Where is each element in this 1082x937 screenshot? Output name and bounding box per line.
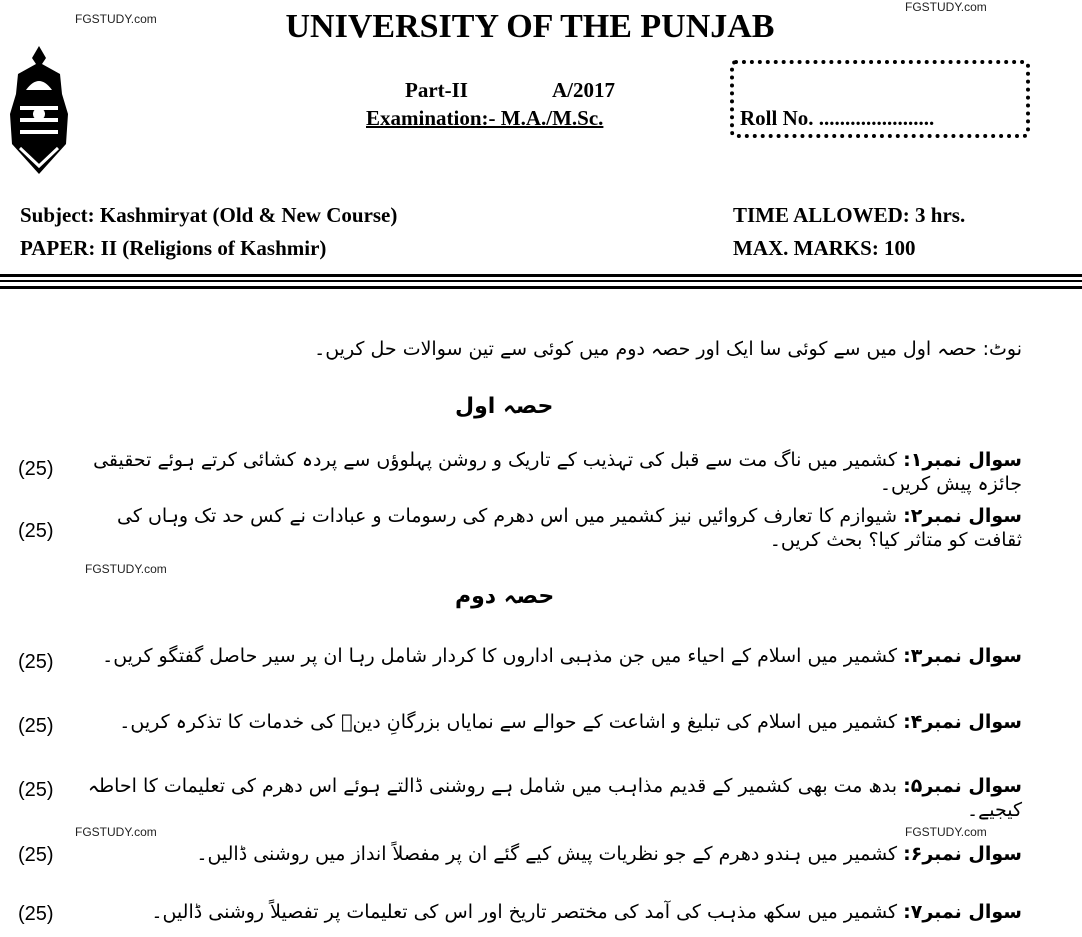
- divider: [0, 274, 1082, 277]
- question-marks: (25): [18, 715, 54, 737]
- question-text: شیوازم کا تعارف کروائیں نیز کشمیر میں اس دھرم کی رسومات و عبادات نے کس حد تک وہاں کی ثقافت کو متاثر کیا؟ بحث کریں۔: [117, 505, 1022, 551]
- question-marks: (25): [18, 844, 54, 866]
- question-4: [78, 710, 1022, 734]
- question-text: کشمیر میں سکھ مذہب کی آمد کی مختصر تاریخ اور اس کی تعلیمات پر تفصیلاً روشنی ڈالیں۔: [151, 901, 898, 923]
- watermark: FGSTUDY.com: [75, 825, 157, 839]
- instructions-note: نوٹ: حصہ اول میں سے کوئی سا ایک اور حصہ دوم میں کوئی سے تین سوالات حل کریں۔: [314, 338, 1022, 360]
- roll-number-field: Roll No. ......................: [740, 106, 935, 130]
- question-text: کشمیر میں ہندو دھرم کے جو نظریات پیش کیے گئے ان پر مفصلاً انداز میں روشنی ڈالیں۔: [196, 843, 898, 865]
- roll-number-box[interactable]: [730, 60, 1030, 138]
- question-marks: (25): [18, 779, 54, 801]
- question-label: سوال نمبر۴:: [903, 711, 1022, 733]
- question-3: [78, 644, 1022, 668]
- question-label: سوال نمبر۵:: [903, 775, 1022, 797]
- university-crest-logo: [6, 44, 72, 178]
- part-label: Part-II: [405, 78, 468, 102]
- question-label: سوال نمبر۷:: [903, 901, 1022, 923]
- question-1: [78, 448, 1022, 496]
- question-marks: (25): [18, 458, 54, 480]
- question-7: [78, 900, 1022, 924]
- question-5: [78, 774, 1022, 822]
- paper-label: PAPER: II (Religions of Kashmir): [20, 236, 327, 260]
- watermark: FGSTUDY.com: [85, 562, 167, 576]
- question-2: [78, 504, 1022, 552]
- divider: [0, 286, 1082, 289]
- max-marks-label: MAX. MARKS: 100: [733, 236, 916, 260]
- watermark: FGSTUDY.com: [905, 825, 987, 839]
- session-label: A/2017: [552, 78, 615, 102]
- question-label: سوال نمبر۶:: [903, 843, 1022, 865]
- question-label: سوال نمبر۳:: [903, 645, 1022, 667]
- question-marks: (25): [18, 651, 54, 673]
- question-6: [78, 842, 1022, 866]
- question-text: بدھ مت بھی کشمیر کے قدیم مذاہب میں شامل ہے روشنی ڈالتے ہوئے اس دھرم کی تعلیمات کا احاطہ کیجیے۔: [87, 775, 1022, 821]
- question-label: سوال نمبر۲:: [903, 505, 1022, 527]
- subject-label: Subject: Kashmiryat (Old & New Course): [20, 203, 398, 227]
- question-label: سوال نمبر۱:: [903, 449, 1022, 471]
- question-text: کشمیر میں اسلام کی تبلیغ و اشاعت کے حوالے سے نمایاں بزرگانِ دینؒ کی خدمات کا تذکرہ کریں۔: [119, 711, 898, 733]
- university-title: UNIVERSITY OF THE PUNJAB: [285, 8, 775, 45]
- section-heading: حصہ دوم: [455, 584, 555, 609]
- watermark: FGSTUDY.com: [905, 0, 987, 14]
- watermark: FGSTUDY.com: [75, 12, 157, 26]
- examination-label: Examination:- M.A./M.Sc.: [366, 106, 604, 130]
- divider: [0, 280, 1082, 282]
- question-marks: (25): [18, 520, 54, 542]
- question-text: کشمیر میں ناگ مت سے قبل کی تہذیب کے تاریک و روشن پہلوؤں سے پردہ کشائی کرتے ہوئے تحقیقی جائزہ پیش کریں۔: [93, 449, 1022, 495]
- time-allowed-label: TIME ALLOWED: 3 hrs.: [733, 203, 966, 227]
- question-text: کشمیر میں اسلام کے احیاء میں جن مذہبی اداروں کا کردار شامل رہا ان پر سیر حاصل گفتگو کریں۔: [102, 645, 898, 667]
- question-marks: (25): [18, 903, 54, 925]
- section-heading: حصہ اول: [455, 394, 554, 419]
